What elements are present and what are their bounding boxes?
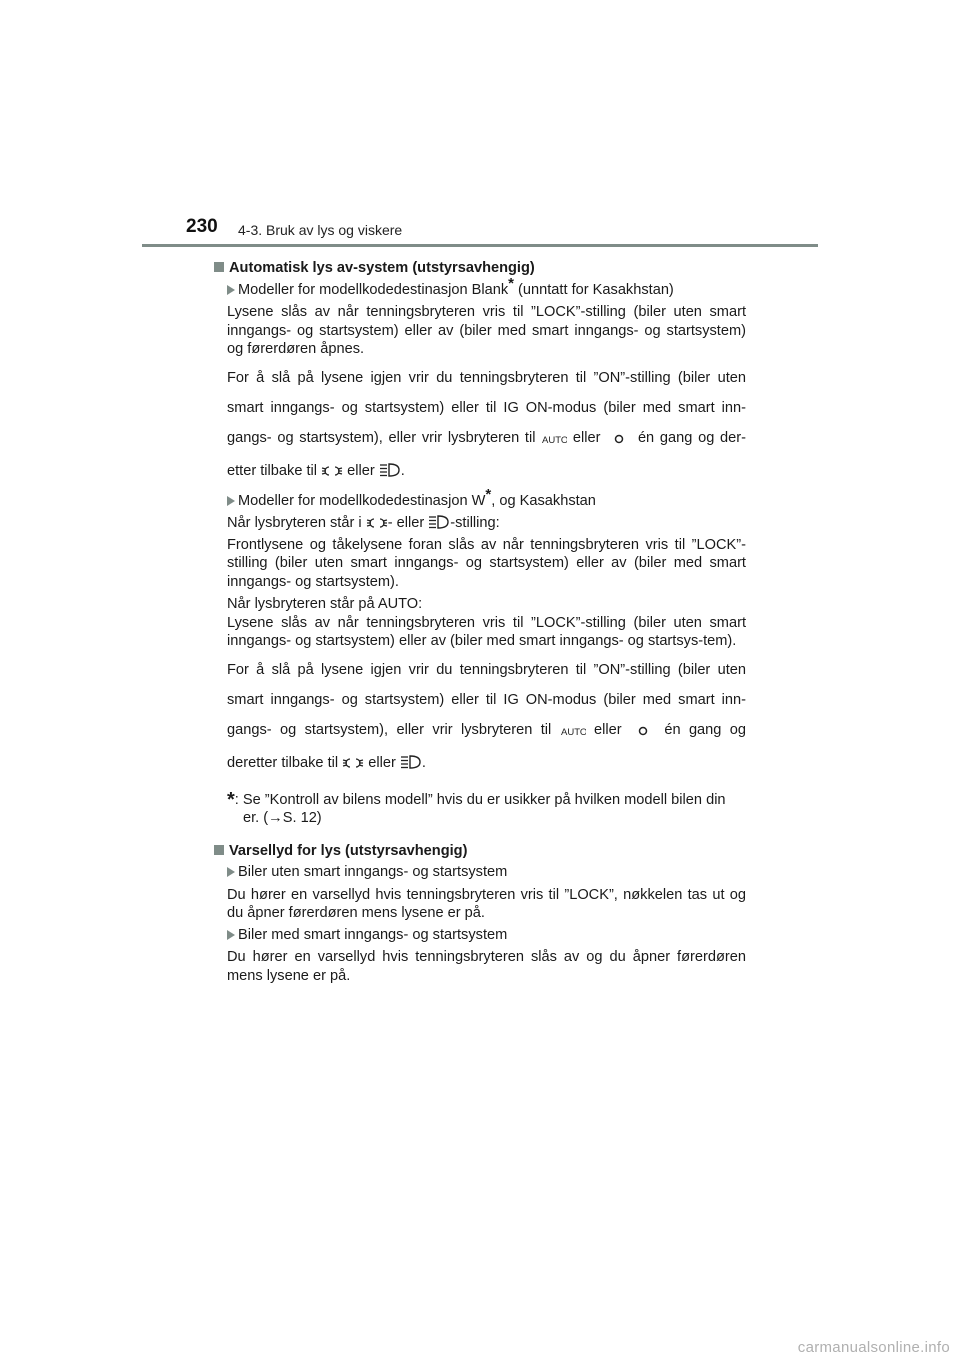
watermark: carmanualsonline.info bbox=[797, 1339, 950, 1356]
off-circle-icon bbox=[606, 426, 632, 456]
square-bullet-icon bbox=[214, 845, 224, 855]
headlight-icon bbox=[428, 514, 450, 536]
model-line: Biler med smart inngangs- og startsystem bbox=[214, 926, 746, 945]
paragraph: For å slå på lysene igjen vrir du tenningsbryteren til ”ON”-stilling (biler uten smart inngangs- og startsystem) eller til IG ON-modus (biler med smart inn-gangs- og startsystem), eller vrir lysbryteren til AUTO eller én gang og deretter tilbake til eller . bbox=[214, 655, 746, 781]
triangle-bullet-icon bbox=[227, 867, 235, 877]
paragraph: Når lysbryteren står på AUTO: Lysene slås av når tenningsbryteren vris til ”LOCK”-stilling (biler uten smart inngangs- og startsystem) eller av (biler med smart inngangs- og startsys-tem). bbox=[227, 596, 746, 649]
headlight-icon bbox=[379, 459, 401, 489]
svg-text:AUTO: AUTO bbox=[560, 726, 586, 737]
page-number: 230 bbox=[186, 216, 218, 237]
model-line: Biler uten smart inngangs- og startsystem bbox=[214, 863, 746, 882]
footnote: *: Se ”Kontroll av bilens modell” hvis du er usikker på hvilken modell bilen din er. (→S. 12) bbox=[227, 788, 726, 826]
paragraph: Lysene slås av når tenningsbryteren vris til ”LOCK”-stilling (biler uten smart inngangs- og startsystem) eller av (biler med smart inngangs- og startsystem) og førerdøren åpnes. bbox=[227, 304, 746, 357]
triangle-bullet-icon bbox=[227, 930, 235, 940]
triangle-bullet-icon bbox=[227, 285, 235, 295]
asterisk-mark: * bbox=[508, 274, 514, 292]
paragraph: For å slå på lysene igjen vrir du tenningsbryteren til ”ON”-stilling (biler uten smart inngangs- og startsystem) eller til IG ON-modus (biler med smart inn-gangs- og startsystem), eller vrir lysbryteren til AUTO eller én gang og der-etter tilbake til eller . bbox=[214, 363, 746, 489]
asterisk-mark: * bbox=[485, 485, 492, 503]
footnote-asterisk: * bbox=[227, 788, 235, 811]
square-bullet-icon bbox=[214, 262, 224, 272]
section-heading-warning-buzzer: Varsellyd for lys (utstyrsavhengig) bbox=[214, 842, 746, 861]
auto-light-icon bbox=[541, 426, 567, 456]
off-circle-icon bbox=[630, 718, 656, 748]
header-rule bbox=[142, 244, 818, 247]
model-line-blank: Modeller for modellkodedestinasjon Blank* (unntatt for Kasakhstan) bbox=[214, 281, 746, 300]
paragraph: Du hører en varsellyd hvis tenningsbryteren vris til ”LOCK”, nøkkelen tas ut og du åpner førerdøren mens lysene er på. bbox=[227, 886, 746, 921]
page-content bbox=[214, 253, 746, 985]
model-line-w: Modeller for modellkodedestinasjon W*, og Kasakhstan bbox=[214, 492, 746, 511]
tail-light-icon bbox=[366, 516, 388, 536]
auto-light-icon bbox=[560, 718, 586, 748]
paragraph: Du hører en varsellyd hvis tenningsbryteren slås av og du åpner førerdøren mens lysene er på. bbox=[227, 949, 746, 984]
tail-light-icon bbox=[342, 751, 364, 781]
headlight-icon bbox=[400, 751, 422, 781]
paragraph: Når lysbryteren står i - eller -stilling: Frontlysene og tåkelysene foran slås av når tenningsbryteren vris til ”LOCK”-stilling (biler uten smart inngangs- og startsystem) eller av (biler med smart inngangs- og startsystem). bbox=[227, 515, 746, 590]
section-title: 4-3. Bruk av lys og viskere bbox=[238, 222, 403, 238]
svg-text:AUTO: AUTO bbox=[542, 434, 568, 445]
tail-light-icon bbox=[321, 459, 343, 489]
triangle-bullet-icon bbox=[227, 496, 235, 506]
section-heading-auto-light-off: Automatisk lys av-system (utstyrsavhengig) bbox=[214, 259, 746, 278]
